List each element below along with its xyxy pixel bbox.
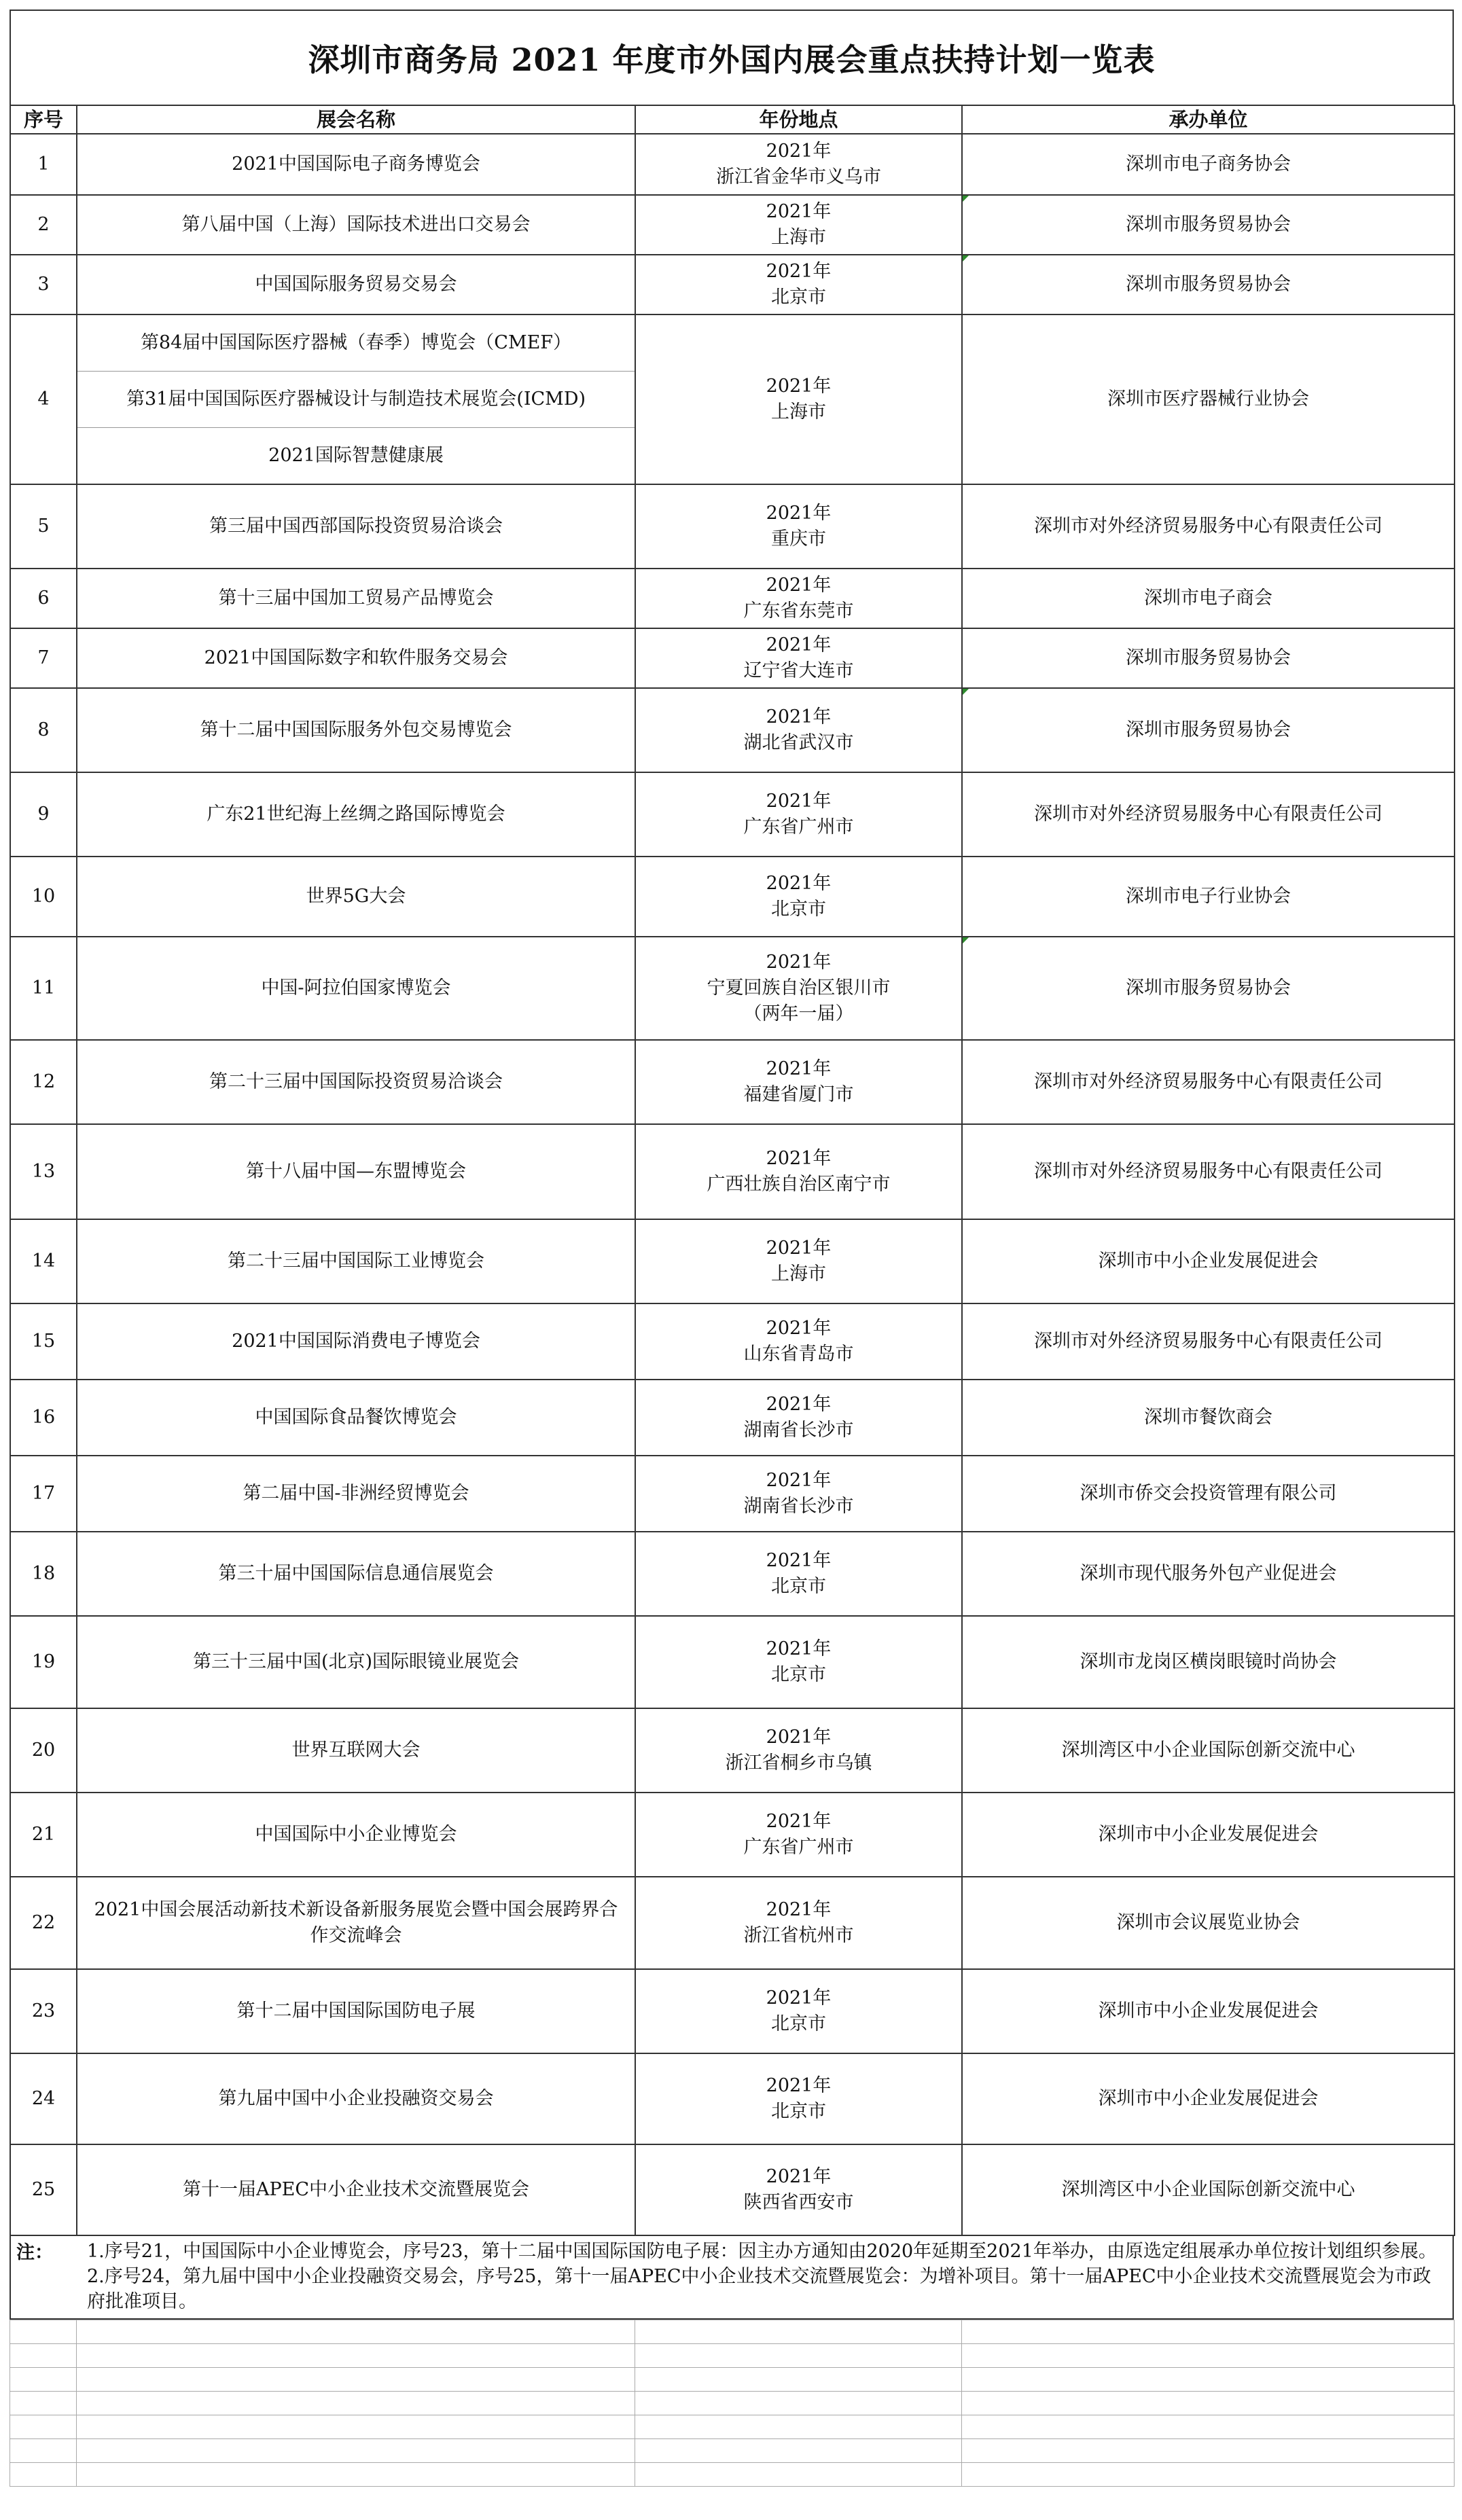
table-row <box>10 1708 1455 1793</box>
cell-year-place <box>635 772 962 857</box>
notes-body <box>77 2236 1452 2318</box>
cell-year: 2021年 <box>766 873 832 894</box>
cell-year-place <box>635 1124 962 1219</box>
empty-cell <box>635 2392 962 2415</box>
table-row <box>10 937 1455 1040</box>
cell-place: 广西壮族自治区南宁市 <box>707 1174 891 1195</box>
empty-cell <box>10 2415 77 2439</box>
spreadsheet <box>10 10 1454 2487</box>
cell-year: 2021年 <box>766 2075 832 2096</box>
cell-no: 14 <box>10 1219 77 1303</box>
cell-name: 世界5G大会 <box>77 857 635 937</box>
cell-name: 第八届中国（上海）国际技术进出口交易会 <box>77 195 635 255</box>
header-name: 展会名称 <box>77 105 635 134</box>
cell-place: 广东省广州市 <box>743 816 854 838</box>
cell-name: 第十二届中国国际服务外包交易博览会 <box>77 688 635 772</box>
cell-no: 15 <box>10 1303 77 1380</box>
cell-year-place <box>635 1532 962 1616</box>
cell-no: 24 <box>10 2053 77 2144</box>
sub-exhibition-name: 第31届中国国际医疗器械设计与制造技术展览会(ICMD) <box>77 372 635 428</box>
empty-cell <box>77 2439 635 2463</box>
cell-year-place <box>635 134 962 195</box>
empty-cell <box>10 2439 77 2463</box>
empty-cell <box>10 2392 77 2415</box>
cell-no: 7 <box>10 628 77 688</box>
cell-year: 2021年 <box>766 1058 832 1079</box>
cell-no: 16 <box>10 1380 77 1456</box>
table-row <box>10 1532 1455 1616</box>
cell-year-place <box>635 2053 962 2144</box>
cell-year-place <box>635 688 962 772</box>
cell-place: 山东省青岛市 <box>743 1344 854 1365</box>
empty-cell <box>962 2463 1455 2487</box>
cell-year: 2021年 <box>766 1811 832 1832</box>
cell-year-place <box>635 1040 962 1124</box>
cell-no: 2 <box>10 195 77 255</box>
cell-name: 2021中国会展活动新技术新设备新服务展览会暨中国会展跨界合作交流峰会 <box>77 1877 635 1969</box>
cell-year-place <box>635 857 962 937</box>
cell-year: 2021年 <box>766 1550 832 1571</box>
cell-organizer: 深圳市服务贸易协会 <box>962 195 1455 255</box>
cell-year: 2021年 <box>766 706 832 727</box>
cell-year: 2021年 <box>766 791 832 812</box>
table-row <box>10 1124 1455 1219</box>
cell-organizer: 深圳市现代服务外包产业促进会 <box>962 1532 1455 1616</box>
cell-organizer: 深圳市对外经济贸易服务中心有限责任公司 <box>962 484 1455 569</box>
empty-cell <box>77 2415 635 2439</box>
empty-cell <box>10 2320 77 2344</box>
empty-cell <box>962 2439 1455 2463</box>
cell-organizer: 深圳市对外经济贸易服务中心有限责任公司 <box>962 772 1455 857</box>
cell-place: 上海市 <box>771 227 826 248</box>
cell-no: 6 <box>10 569 77 628</box>
header-year-place: 年份地点 <box>635 105 962 134</box>
cell-year: 2021年 <box>766 1638 832 1659</box>
table-row <box>10 1303 1455 1380</box>
cell-no: 20 <box>10 1708 77 1793</box>
table-row <box>10 688 1455 772</box>
cell-place: 湖南省长沙市 <box>743 1496 854 1517</box>
cell-no: 5 <box>10 484 77 569</box>
table-row <box>10 569 1455 628</box>
cell-name: 第十三届中国加工贸易产品博览会 <box>77 569 635 628</box>
empty-grid-row <box>10 2320 1455 2344</box>
empty-cell <box>962 2368 1455 2392</box>
empty-cell <box>962 2320 1455 2344</box>
cell-no: 1 <box>10 134 77 195</box>
cell-place: 浙江省桐乡市乌镇 <box>725 1752 872 1774</box>
cell-place: 浙江省杭州市 <box>743 1925 854 1946</box>
cell-organizer: 深圳市电子行业协会 <box>962 857 1455 937</box>
cell-place: 北京市 <box>771 899 826 920</box>
cell-no: 19 <box>10 1616 77 1708</box>
note-item: 1.序号21，中国国际中小企业博览会，序号23，第十二届中国国际国防电子展：因主办方通知由2020年延期至2021年举办，由原选定组展承办单位按计划组织参展。 <box>87 2241 1437 2262</box>
cell-no: 17 <box>10 1456 77 1532</box>
cell-year-place <box>635 1708 962 1793</box>
cell-name: 第十二届中国国际国防电子展 <box>77 1969 635 2053</box>
cell-year-place <box>635 1793 962 1877</box>
cell-organizer: 深圳市对外经济贸易服务中心有限责任公司 <box>962 1040 1455 1124</box>
cell-organizer: 深圳市餐饮商会 <box>962 1380 1455 1456</box>
cell-year-place <box>635 1303 962 1380</box>
empty-grid-row <box>10 2439 1455 2463</box>
cell-organizer: 深圳市中小企业发展促进会 <box>962 1219 1455 1303</box>
cell-name: 第十八届中国—东盟博览会 <box>77 1124 635 1219</box>
cell-year-place <box>635 484 962 569</box>
cell-organizer: 深圳市中小企业发展促进会 <box>962 1969 1455 2053</box>
cell-year-place <box>635 1616 962 1708</box>
cell-organizer: 深圳市电子商务协会 <box>962 134 1455 195</box>
cell-year-place <box>635 255 962 314</box>
cell-year-place <box>635 1380 962 1456</box>
cell-no: 9 <box>10 772 77 857</box>
cell-name: 第二十三届中国国际投资贸易洽谈会 <box>77 1040 635 1124</box>
empty-cell <box>10 2368 77 2392</box>
cell-year: 2021年 <box>766 1470 832 1491</box>
cell-name: 2021中国国际电子商务博览会 <box>77 134 635 195</box>
table-row <box>10 628 1455 688</box>
cell-organizer: 深圳市龙岗区横岗眼镜时尚协会 <box>962 1616 1455 1708</box>
cell-no: 22 <box>10 1877 77 1969</box>
cell-place: 重庆市 <box>771 528 826 550</box>
empty-cell <box>10 2344 77 2368</box>
cell-name: 第三十三届中国(北京)国际眼镜业展览会 <box>77 1616 635 1708</box>
cell-year: 2021年 <box>766 575 832 596</box>
empty-cell <box>10 2463 77 2487</box>
cell-year-place <box>635 1219 962 1303</box>
cell-year-place <box>635 1969 962 2053</box>
cell-year: 2021年 <box>766 1987 832 2009</box>
cell-name: 广东21世纪海上丝绸之路国际博览会 <box>77 772 635 857</box>
cell-organizer: 深圳市中小企业发展促进会 <box>962 2053 1455 2144</box>
cell-place: 北京市 <box>771 287 826 308</box>
cell-name: 第二届中国-非洲经贸博览会 <box>77 1456 635 1532</box>
cell-place: 陕西省西安市 <box>743 2192 854 2213</box>
table-row <box>10 1877 1455 1969</box>
cell-year: 2021年 <box>766 201 832 222</box>
cell-no: 25 <box>10 2144 77 2235</box>
table-row <box>10 134 1455 195</box>
cell-name: 中国-阿拉伯国家博览会 <box>77 937 635 1040</box>
cell-year-place <box>635 569 962 628</box>
cell-year: 2021年 <box>766 1318 832 1339</box>
cell-name <box>77 314 635 484</box>
cell-year-place <box>635 1456 962 1532</box>
empty-cell <box>635 2320 962 2344</box>
cell-place: 湖北省武汉市 <box>743 732 854 753</box>
cell-no: 4 <box>10 314 77 484</box>
cell-year-place <box>635 937 962 1040</box>
cell-organizer: 深圳市会议展览业协会 <box>962 1877 1455 1969</box>
empty-grid-row <box>10 2392 1455 2415</box>
empty-cell <box>77 2344 635 2368</box>
cell-no: 8 <box>10 688 77 772</box>
notes-label: 注： <box>16 2242 53 2263</box>
cell-name: 中国国际中小企业博览会 <box>77 1793 635 1877</box>
page-title: 深圳市商务局 2021 年度市外国内展会重点扶持计划一览表 <box>10 10 1454 105</box>
table-row <box>10 1793 1455 1877</box>
sub-exhibition-name: 2021国际智慧健康展 <box>268 445 444 466</box>
cell-place: 上海市 <box>771 401 826 422</box>
cell-place: 广东省广州市 <box>743 1837 854 1858</box>
cell-year: 2021年 <box>766 1148 832 1169</box>
cell-year-place <box>635 195 962 255</box>
cell-year: 2021年 <box>766 634 832 655</box>
cell-organizer: 深圳市对外经济贸易服务中心有限责任公司 <box>962 1303 1455 1380</box>
cell-no: 13 <box>10 1124 77 1219</box>
table-row <box>10 1040 1455 1124</box>
header-row <box>10 105 1455 134</box>
empty-cell <box>635 2344 962 2368</box>
cell-year: 2021年 <box>766 141 832 162</box>
header-organizer: 承办单位 <box>962 105 1455 134</box>
empty-cell <box>962 2392 1455 2415</box>
table-row <box>10 255 1455 314</box>
empty-grid-row <box>10 2344 1455 2368</box>
empty-cell <box>77 2368 635 2392</box>
table-row <box>10 195 1455 255</box>
empty-cell <box>635 2463 962 2487</box>
cell-no: 23 <box>10 1969 77 2053</box>
table-row <box>10 2144 1455 2235</box>
cell-year: 2021年 <box>766 1238 832 1259</box>
cell-organizer: 深圳市医疗器械行业协会 <box>962 314 1455 484</box>
cell-year: 2021年 <box>766 503 832 524</box>
cell-no: 3 <box>10 255 77 314</box>
empty-cell <box>77 2392 635 2415</box>
table-row <box>10 1616 1455 1708</box>
cell-place: 北京市 <box>771 2101 826 2122</box>
cell-year-place <box>635 2144 962 2235</box>
cell-organizer: 深圳市服务贸易协会 <box>962 937 1455 1040</box>
empty-grid-row <box>10 2415 1455 2439</box>
cell-organizer: 深圳市中小企业发展促进会 <box>962 1793 1455 1877</box>
note-item: 2.序号24，第九届中国中小企业投融资交易会，序号25，第十一届APEC中小企业技术交流暨展览会：为增补项目。第十一届APEC中小企业技术交流暨展览会为市政府批准项目。 <box>87 2266 1431 2312</box>
cell-place: 浙江省金华市义乌市 <box>716 166 881 187</box>
cell-year: 2021年 <box>766 2166 832 2187</box>
cell-year-place <box>635 1877 962 1969</box>
table-row <box>10 1380 1455 1456</box>
table-row <box>10 2053 1455 2144</box>
cell-year: 2021年 <box>766 376 832 397</box>
cell-no: 10 <box>10 857 77 937</box>
empty-grid-row <box>10 2368 1455 2392</box>
empty-cell <box>77 2320 635 2344</box>
empty-cell <box>635 2415 962 2439</box>
table-row <box>10 772 1455 857</box>
cell-place: 宁夏回族自治区银川市 <box>707 977 891 998</box>
exhibition-table <box>10 105 1455 2236</box>
cell-place: 北京市 <box>771 1576 826 1597</box>
cell-name: 世界互联网大会 <box>77 1708 635 1793</box>
cell-no: 12 <box>10 1040 77 1124</box>
cell-name: 第三届中国西部国际投资贸易洽谈会 <box>77 484 635 569</box>
sub-exhibition-name: 第84届中国国际医疗器械（春季）博览会（CMEF） <box>77 315 635 372</box>
cell-place: 广东省东莞市 <box>743 600 854 622</box>
table-row <box>10 314 1455 484</box>
empty-grid-row <box>10 2463 1455 2487</box>
cell-place: 上海市 <box>771 1263 826 1284</box>
cell-no: 18 <box>10 1532 77 1616</box>
empty-grid <box>10 2320 1455 2487</box>
cell-organizer: 深圳市侨交会投资管理有限公司 <box>962 1456 1455 1532</box>
cell-year: 2021年 <box>766 1899 832 1920</box>
cell-name: 中国国际服务贸易交易会 <box>77 255 635 314</box>
empty-cell <box>635 2368 962 2392</box>
cell-organizer: 深圳市服务贸易协会 <box>962 688 1455 772</box>
cell-organizer: 深圳市服务贸易协会 <box>962 628 1455 688</box>
cell-organizer: 深圳市服务贸易协会 <box>962 255 1455 314</box>
cell-organizer: 深圳湾区中小企业国际创新交流中心 <box>962 1708 1455 1793</box>
cell-place: 湖南省长沙市 <box>743 1420 854 1441</box>
table-row <box>10 484 1455 569</box>
cell-place: 福建省厦门市 <box>743 1084 854 1105</box>
cell-name: 第三十届中国国际信息通信展览会 <box>77 1532 635 1616</box>
cell-year: 2021年 <box>766 1727 832 1748</box>
cell-year: 2021年 <box>766 261 832 282</box>
table-row <box>10 1219 1455 1303</box>
cell-place-note: （两年一届） <box>743 1003 854 1024</box>
cell-year: 2021年 <box>766 1394 832 1415</box>
cell-name: 第十一届APEC中小企业技术交流暨展览会 <box>77 2144 635 2235</box>
empty-cell <box>962 2415 1455 2439</box>
notes-table <box>10 2236 1454 2320</box>
cell-year-place <box>635 314 962 484</box>
cell-no: 21 <box>10 1793 77 1877</box>
cell-place: 北京市 <box>771 1664 826 1685</box>
empty-cell <box>77 2463 635 2487</box>
empty-cell <box>962 2344 1455 2368</box>
table-row <box>10 857 1455 937</box>
cell-no: 11 <box>10 937 77 1040</box>
cell-place: 辽宁省大连市 <box>743 660 854 681</box>
cell-place: 北京市 <box>771 2013 826 2034</box>
cell-organizer: 深圳市对外经济贸易服务中心有限责任公司 <box>962 1124 1455 1219</box>
header-no: 序号 <box>10 105 77 134</box>
cell-name: 中国国际食品餐饮博览会 <box>77 1380 635 1456</box>
cell-year: 2021年 <box>766 952 832 973</box>
empty-cell <box>635 2439 962 2463</box>
table-row <box>10 1456 1455 1532</box>
table-row <box>10 1969 1455 2053</box>
cell-name: 2021中国国际数字和软件服务交易会 <box>77 628 635 688</box>
cell-year-place <box>635 628 962 688</box>
cell-name: 第二十三届中国国际工业博览会 <box>77 1219 635 1303</box>
cell-organizer: 深圳市电子商会 <box>962 569 1455 628</box>
cell-name: 第九届中国中小企业投融资交易会 <box>77 2053 635 2144</box>
cell-name: 2021中国国际消费电子博览会 <box>77 1303 635 1380</box>
cell-organizer: 深圳湾区中小企业国际创新交流中心 <box>962 2144 1455 2235</box>
